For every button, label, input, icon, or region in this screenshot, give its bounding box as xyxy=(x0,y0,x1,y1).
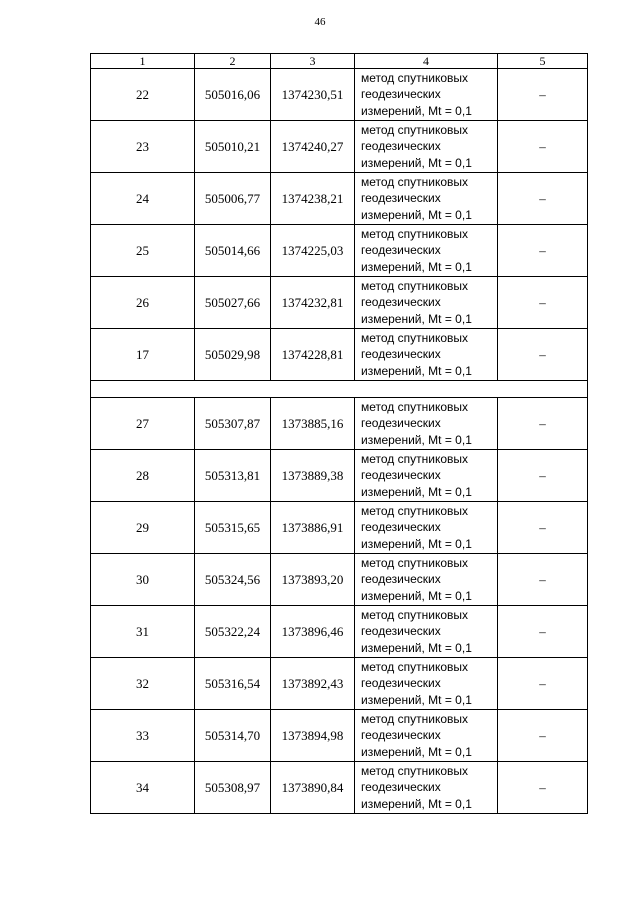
column-header-3: 3 xyxy=(271,54,355,69)
method-line: метод спутниковых xyxy=(361,659,469,674)
note-cell: – xyxy=(498,69,588,121)
method-line: геодезических xyxy=(361,676,441,691)
page-number: 46 xyxy=(314,16,326,28)
x-coordinate-cell: 505324,56 xyxy=(195,554,271,606)
table-header-row xyxy=(91,54,588,69)
method-cell xyxy=(355,606,498,658)
method-cell xyxy=(355,762,498,814)
method-line: измерений, Mt = 0,1 xyxy=(361,796,472,811)
method-line: геодезических xyxy=(361,347,441,362)
x-coordinate-cell: 505010,21 xyxy=(195,121,271,173)
method-line: измерений, Mt = 0,1 xyxy=(361,207,472,222)
method-line: геодезических xyxy=(361,728,441,743)
y-coordinate-cell: 1374228,81 xyxy=(271,329,355,381)
method-line: измерений, Mt = 0,1 xyxy=(361,692,472,707)
method-line: метод спутниковых xyxy=(361,330,469,345)
point-number-cell: 30 xyxy=(91,554,195,606)
column-header-2: 2 xyxy=(195,54,271,69)
point-number-cell: 28 xyxy=(91,450,195,502)
y-coordinate-cell: 1374240,27 xyxy=(271,121,355,173)
x-coordinate-cell: 505316,54 xyxy=(195,658,271,710)
method-line: метод спутниковых xyxy=(361,278,469,293)
method-line: измерений, Mt = 0,1 xyxy=(361,744,472,759)
y-coordinate-cell: 1373894,98 xyxy=(271,710,355,762)
table-row xyxy=(91,225,588,277)
y-coordinate-cell: 1374232,81 xyxy=(271,277,355,329)
x-coordinate-cell: 505314,70 xyxy=(195,710,271,762)
note-cell: – xyxy=(498,121,588,173)
method-line: метод спутниковых xyxy=(361,607,469,622)
point-number-cell: 27 xyxy=(91,398,195,450)
note-cell: – xyxy=(498,450,588,502)
method-line: измерений, Mt = 0,1 xyxy=(361,311,472,326)
method-line: измерений, Mt = 0,1 xyxy=(361,103,472,118)
y-coordinate-cell: 1374238,21 xyxy=(271,173,355,225)
x-coordinate-cell: 505006,77 xyxy=(195,173,271,225)
separator-cell xyxy=(91,381,588,398)
method-line: метод спутниковых xyxy=(361,555,469,570)
column-header-4: 4 xyxy=(355,54,498,69)
note-cell: – xyxy=(498,277,588,329)
y-coordinate-cell: 1373890,84 xyxy=(271,762,355,814)
point-number-cell: 33 xyxy=(91,710,195,762)
table-row xyxy=(91,69,588,121)
table-row xyxy=(91,173,588,225)
method-cell xyxy=(355,277,498,329)
method-line: измерений, Mt = 0,1 xyxy=(361,363,472,378)
y-coordinate-cell: 1373892,43 xyxy=(271,658,355,710)
x-coordinate-cell: 505322,24 xyxy=(195,606,271,658)
table-row xyxy=(91,554,588,606)
method-line: геодезических xyxy=(361,520,441,535)
point-number-cell: 26 xyxy=(91,277,195,329)
table-row xyxy=(91,121,588,173)
table-row xyxy=(91,329,588,381)
method-line: измерений, Mt = 0,1 xyxy=(361,155,472,170)
method-cell xyxy=(355,658,498,710)
note-cell: – xyxy=(498,225,588,277)
method-line: метод спутниковых xyxy=(361,226,469,241)
method-cell xyxy=(355,450,498,502)
method-line: геодезических xyxy=(361,191,441,206)
method-line: измерений, Mt = 0,1 xyxy=(361,432,472,447)
method-line: метод спутниковых xyxy=(361,122,469,137)
x-coordinate-cell: 505029,98 xyxy=(195,329,271,381)
note-cell: – xyxy=(498,658,588,710)
point-number-cell: 29 xyxy=(91,502,195,554)
note-cell: – xyxy=(498,502,588,554)
method-line: измерений, Mt = 0,1 xyxy=(361,588,472,603)
section-separator-row xyxy=(91,381,588,398)
method-cell xyxy=(355,173,498,225)
column-header-5: 5 xyxy=(498,54,588,69)
table-row xyxy=(91,398,588,450)
point-number-cell: 25 xyxy=(91,225,195,277)
method-line: метод спутниковых xyxy=(361,70,469,85)
note-cell: – xyxy=(498,329,588,381)
method-line: геодезических xyxy=(361,572,441,587)
y-coordinate-cell: 1373885,16 xyxy=(271,398,355,450)
column-header-1: 1 xyxy=(91,54,195,69)
note-cell: – xyxy=(498,710,588,762)
method-line: измерений, Mt = 0,1 xyxy=(361,640,472,655)
x-coordinate-cell: 505313,81 xyxy=(195,450,271,502)
method-cell xyxy=(355,502,498,554)
method-cell xyxy=(355,121,498,173)
y-coordinate-cell: 1373896,46 xyxy=(271,606,355,658)
method-line: метод спутниковых xyxy=(361,711,469,726)
method-line: геодезических xyxy=(361,468,441,483)
method-cell xyxy=(355,554,498,606)
method-line: метод спутниковых xyxy=(361,451,469,466)
method-line: геодезических xyxy=(361,87,441,102)
method-line: геодезических xyxy=(361,295,441,310)
method-line: измерений, Mt = 0,1 xyxy=(361,484,472,499)
y-coordinate-cell: 1374230,51 xyxy=(271,69,355,121)
point-number-cell: 31 xyxy=(91,606,195,658)
method-cell xyxy=(355,69,498,121)
method-line: геодезических xyxy=(361,243,441,258)
method-line: геодезических xyxy=(361,416,441,431)
table-row xyxy=(91,450,588,502)
table-row xyxy=(91,277,588,329)
point-number-cell: 34 xyxy=(91,762,195,814)
table-row xyxy=(91,658,588,710)
method-cell xyxy=(355,398,498,450)
point-number-cell: 17 xyxy=(91,329,195,381)
x-coordinate-cell: 505308,97 xyxy=(195,762,271,814)
note-cell: – xyxy=(498,606,588,658)
note-cell: – xyxy=(498,554,588,606)
x-coordinate-cell: 505016,06 xyxy=(195,69,271,121)
y-coordinate-cell: 1373886,91 xyxy=(271,502,355,554)
method-cell xyxy=(355,710,498,762)
method-line: измерений, Mt = 0,1 xyxy=(361,536,472,551)
table-row xyxy=(91,710,588,762)
method-line: измерений, Mt = 0,1 xyxy=(361,259,472,274)
point-number-cell: 32 xyxy=(91,658,195,710)
note-cell: – xyxy=(498,398,588,450)
x-coordinate-cell: 505014,66 xyxy=(195,225,271,277)
note-cell: – xyxy=(498,762,588,814)
coordinates-table xyxy=(90,53,588,814)
point-number-cell: 24 xyxy=(91,173,195,225)
method-cell xyxy=(355,225,498,277)
note-cell: – xyxy=(498,173,588,225)
table-row xyxy=(91,762,588,814)
method-line: геодезических xyxy=(361,624,441,639)
method-cell xyxy=(355,329,498,381)
y-coordinate-cell: 1373889,38 xyxy=(271,450,355,502)
point-number-cell: 23 xyxy=(91,121,195,173)
method-line: метод спутниковых xyxy=(361,503,469,518)
x-coordinate-cell: 505027,66 xyxy=(195,277,271,329)
method-line: геодезических xyxy=(361,780,441,795)
table-row xyxy=(91,502,588,554)
table-row xyxy=(91,606,588,658)
method-line: метод спутниковых xyxy=(361,399,469,414)
y-coordinate-cell: 1374225,03 xyxy=(271,225,355,277)
x-coordinate-cell: 505307,87 xyxy=(195,398,271,450)
method-line: геодезических xyxy=(361,139,441,154)
point-number-cell: 22 xyxy=(91,69,195,121)
x-coordinate-cell: 505315,65 xyxy=(195,502,271,554)
method-line: метод спутниковых xyxy=(361,763,469,778)
y-coordinate-cell: 1373893,20 xyxy=(271,554,355,606)
method-line: метод спутниковых xyxy=(361,174,469,189)
